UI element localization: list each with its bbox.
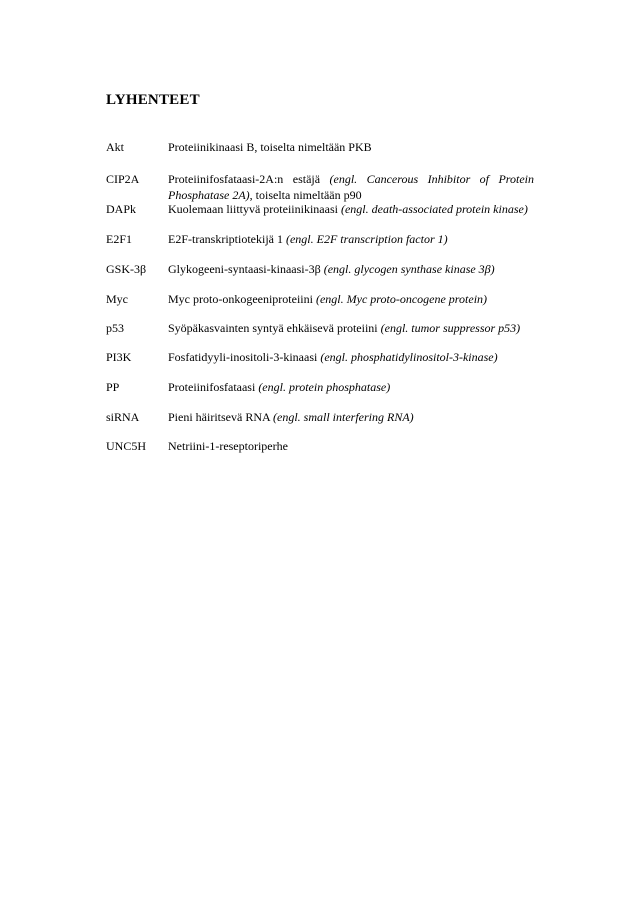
abbreviation-definition: Netriini-1-reseptoriperhe bbox=[168, 439, 288, 453]
abbreviation-term: E2F1 bbox=[106, 232, 133, 246]
abbreviation-term: DAPk bbox=[106, 202, 137, 216]
abbreviation-definition: Proteiinikinaasi B, toiselta nimeltään PKB bbox=[168, 140, 372, 154]
abbreviation-term: p53 bbox=[106, 321, 124, 335]
abbreviation-definition: Fosfatidyyli-inositoli-3-kinaasi (engl. phosphatidylinositol-3-kinase) bbox=[168, 350, 498, 364]
abbreviation-term: siRNA bbox=[106, 410, 140, 424]
abbreviation-term: Myc bbox=[106, 292, 128, 306]
abbreviation-definition: Proteiinifosfataasi (engl. protein phosphatase) bbox=[168, 380, 391, 394]
abbreviation-term: CIP2A bbox=[106, 172, 140, 186]
abbreviation-term: PP bbox=[106, 380, 120, 394]
abbreviation-definition: Syöpäkasvainten syntyä ehkäisevä proteiini (engl. tumor suppressor p53) bbox=[168, 321, 521, 335]
abbreviation-definition: E2F-transkriptiotekijä 1 (engl. E2F transcription factor 1) bbox=[168, 232, 448, 246]
page-heading: LYHENTEET bbox=[106, 92, 200, 108]
abbreviation-definition: Pieni häiritsevä RNA (engl. small interfering RNA) bbox=[168, 410, 414, 424]
abbreviation-definition: Proteiinifosfataasi-2A:n estäjä (engl. Cancerous Inhibitor of Protein Phosphatase 2A), toiselta nimeltään p90 bbox=[168, 172, 534, 202]
abbreviation-term: PI3K bbox=[106, 350, 132, 364]
abbreviation-term: UNC5H bbox=[106, 439, 147, 453]
abbreviation-definition: Kuolemaan liittyvä proteiinikinaasi (engl. death-associated protein kinase) bbox=[168, 202, 528, 216]
abbreviation-term: GSK-3β bbox=[106, 262, 147, 276]
abbreviation-term: Akt bbox=[106, 140, 124, 154]
abbreviation-definition: Glykogeeni-syntaasi-kinaasi-3β (engl. glycogen synthase kinase 3β) bbox=[168, 262, 495, 276]
abbreviation-definition: Myc proto-onkogeeniproteiini (engl. Myc proto-oncogene protein) bbox=[168, 292, 488, 306]
